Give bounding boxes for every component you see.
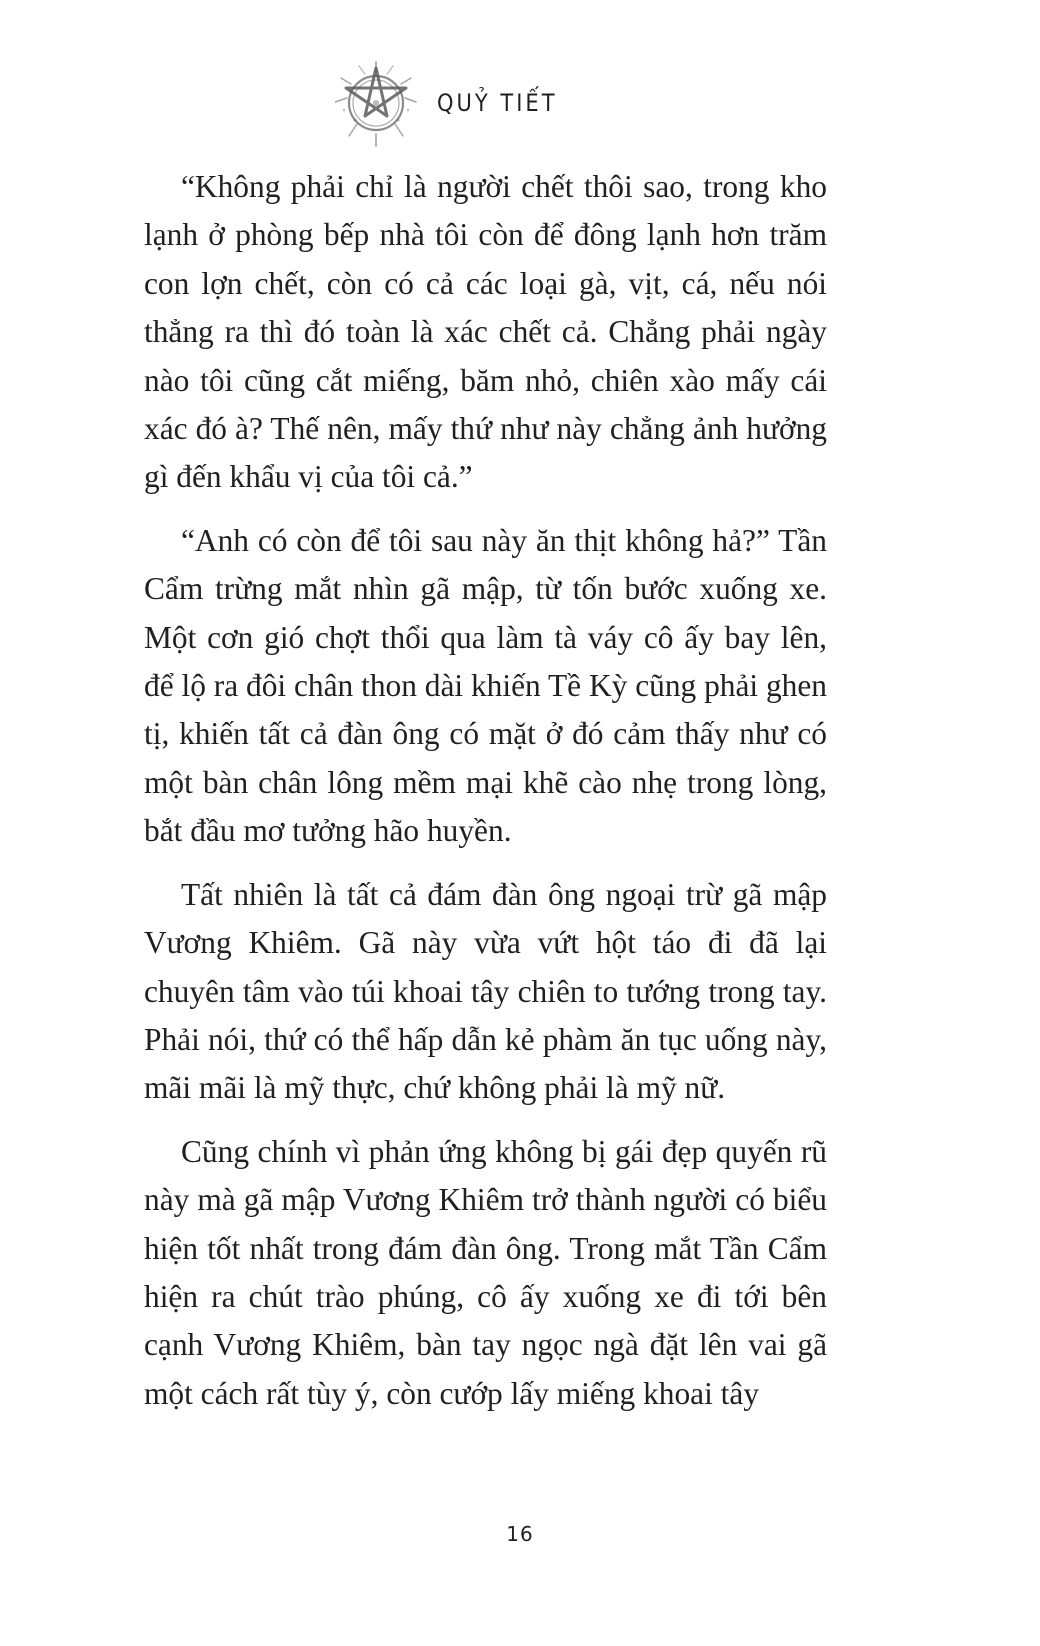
body-text [144,163,827,1433]
running-header [335,58,558,148]
paragraph: “Không phải chỉ là người chết thôi sao, trong kho lạnh ở phòng bếp nhà tôi còn để đông lạnh hơn trăm con lợn chết, còn có cả các loại gà, vịt, cá, nếu nói thẳng ra thì đó toàn là xác chết cả. Chẳng phải ngày nào tôi cũng cắt miếng, băm nhỏ, chiên xào mấy cái xác đó à? Thế nên, mấy thứ như này chẳng ảnh hưởng gì đến khẩu vị của tôi cả.” [144,169,827,495]
page-number: 16 [506,1522,534,1546]
paragraph: Tất nhiên là tất cả đám đàn ông ngoại trừ gã mập Vương Khiêm. Gã này vừa vứt hột táo đi đã lại chuyên tâm vào túi khoai tây chiên to tướng trong tay. Phải nói, thứ có thể hấp dẫn kẻ phàm ăn tục uống này, mãi mãi là mỹ thực, chứ không phải là mỹ nữ. [144,876,827,1106]
pentagram-icon [335,58,417,148]
paragraph: Cũng chính vì phản ứng không bị gái đẹp quyến rũ này mà gã mập Vương Khiêm trở thành người có biểu hiện tốt nhất trong đám đàn ông. Trong mắt Tần Cẩm hiện ra chút trào phúng, cô ấy xuống xe đi tới bên cạnh Vương Khiêm, bàn tay ngọc ngà đặt lên vai gã một cách rất tùy ý, còn cướp lấy miếng khoai tây [144,1133,827,1411]
paragraph: “Anh có còn để tôi sau này ăn thịt không hả?” Tần Cẩm trừng mắt nhìn gã mập, từ tốn bước xuống xe. Một cơn gió chợt thổi qua làm tà váy cô ấy bay lên, để lộ ra đôi chân thon dài khiến Tề Kỳ cũng phải ghen tị, khiến tất cả đàn ông có mặt ở đó cảm thấy như có một bàn chân lông mềm mại khẽ cào nhẹ trong lòng, bắt đầu mơ tưởng hão huyền. [144,522,827,849]
running-title: QUỶ TIẾT [437,89,558,117]
